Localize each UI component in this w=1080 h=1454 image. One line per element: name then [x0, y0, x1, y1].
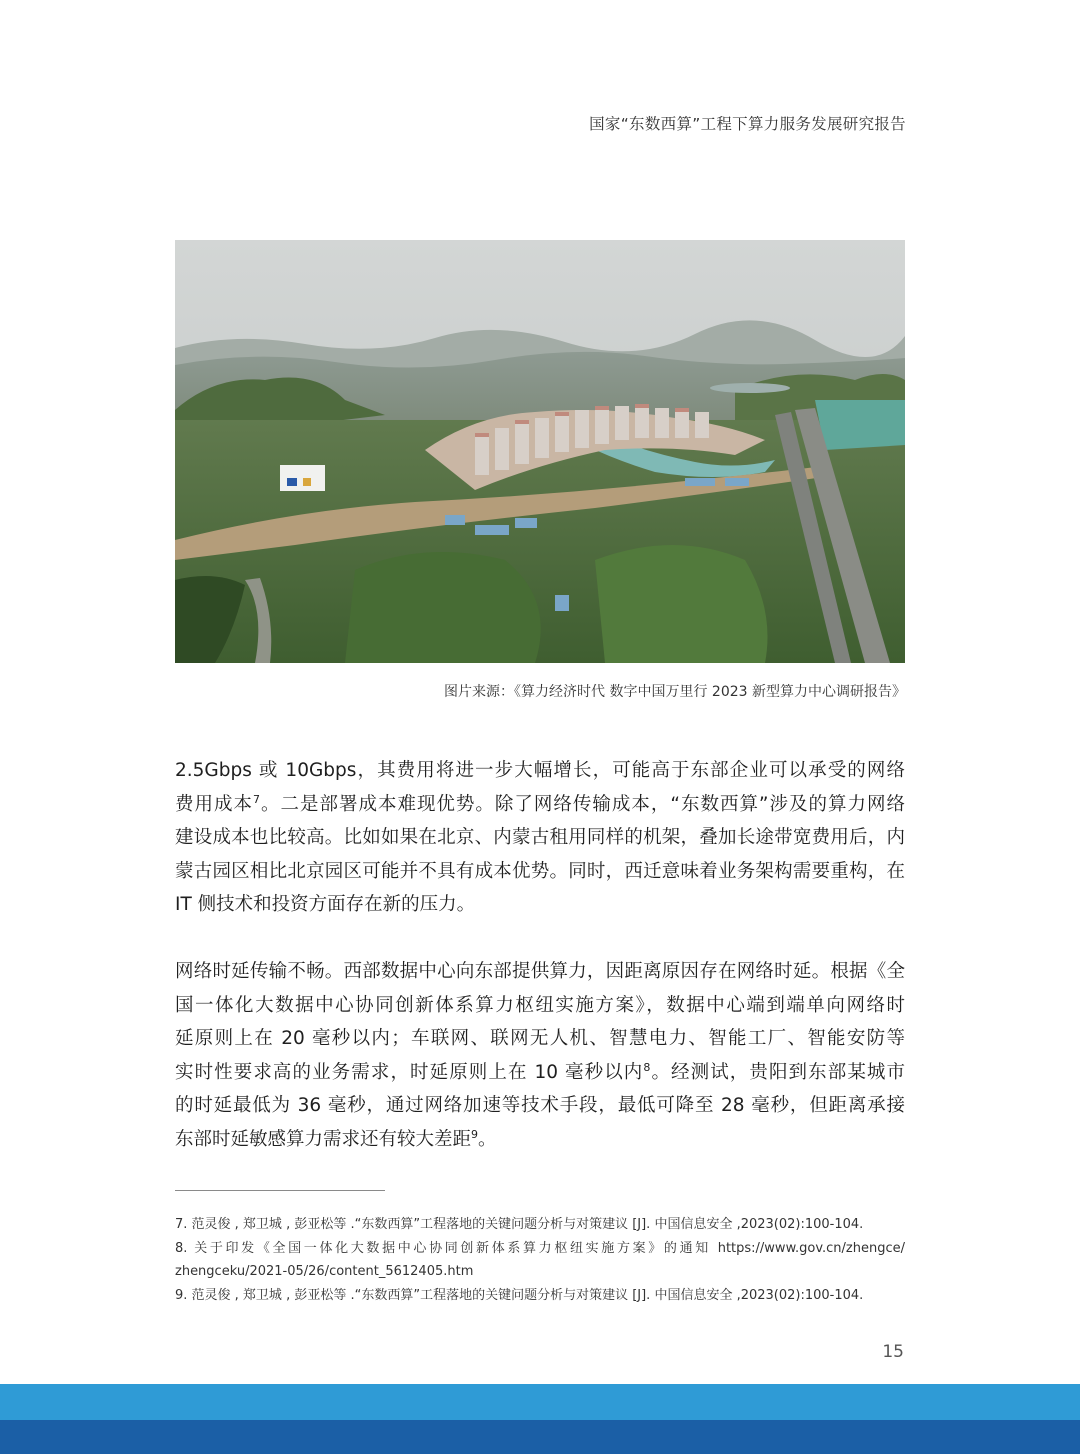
paragraph-line: 的时延最低为 36 毫秒，通过网络加速等技术手段，最低可降至 28 毫秒，但距离承接	[175, 1095, 905, 1117]
paragraph-line: IT 侧技术和投资方面存在新的压力。	[175, 894, 476, 916]
footnote-divider	[175, 1190, 385, 1191]
footer-band-light	[0, 1384, 1080, 1420]
footnote-ref-7: 7	[252, 792, 260, 806]
paragraph-line: 网络时延传输不畅。西部数据中心向东部提供算力，因距离原因存在网络时延。根据《全	[175, 961, 905, 982]
paragraph-line: 建设成本也比较高。比如如果在北京、内蒙古租用同样的机架，叠加长途带宽费用后，内	[175, 827, 905, 849]
footnote-9: 9. 范灵俊 , 郑卫城 , 彭亚松等 .“东数西算”工程落地的关键问题分析与对策建议 [J]. 中国信息安全 ,2023(02):100-104.	[175, 1287, 864, 1303]
footnote-ref-9: 9	[471, 1127, 479, 1141]
report-header-title: 国家“东数西算”工程下算力服务发展研究报告	[589, 115, 906, 133]
paragraph-line: 东部时延敏感算力需求还有较大差距$^9$。	[175, 1127, 497, 1150]
paragraph-line: 实时性要求高的业务需求，时延原则上在 10 毫秒以内$^8$。经测试，贵阳到东部某城市	[175, 1060, 905, 1083]
figure-caption: 图片来源：《算力经济时代 数字中国万里行 2023 新型算力中心调研报告》	[444, 684, 906, 700]
footer-band-dark	[0, 1420, 1080, 1454]
paragraph-line: 国一体化大数据中心协同创新体系算力枢纽实施方案》，数据中心端到端单向网络时	[175, 994, 905, 1016]
footnotes	[175, 1213, 905, 1307]
footnote-8-url[interactable]: zhengceku/2021-05/26/content_5612405.htm	[175, 1264, 474, 1280]
paragraph-line: 2.5Gbps 或 10Gbps，其费用将进一步大幅增长，可能高于东部企业可以承受的网络	[175, 760, 905, 781]
footnote-7: 7. 范灵俊 , 郑卫城 , 彭亚松等 .“东数西算”工程落地的关键问题分析与对策建议 [J]. 中国信息安全 ,2023(02):100-104.	[175, 1217, 864, 1232]
footnote-8: 8. 关于印发《全国一体化大数据中心协同创新体系算力枢纽实施方案》的通知 https://www.gov.cn/zhengce/	[175, 1240, 905, 1256]
paragraph-line: 费用成本$^7$。二是部署成本难现优势。除了网络传输成本，“东数西算”涉及的算力网络	[175, 792, 905, 815]
aerial-photo-data-center-park	[175, 240, 905, 663]
page-number: 15	[882, 1342, 904, 1362]
footnote-ref-8: 8	[643, 1060, 651, 1074]
paragraph-network-cost	[175, 754, 905, 922]
paragraph-line: 延原则上在 20 毫秒以内；车联网、联网无人机、智慧电力、智能工厂、智能安防等	[175, 1028, 905, 1050]
paragraph-network-latency	[175, 955, 905, 1157]
paragraph-line: 蒙古园区相比北京园区可能并不具有成本优势。同时，西迁意味着业务架构需要重构，在	[175, 860, 905, 882]
